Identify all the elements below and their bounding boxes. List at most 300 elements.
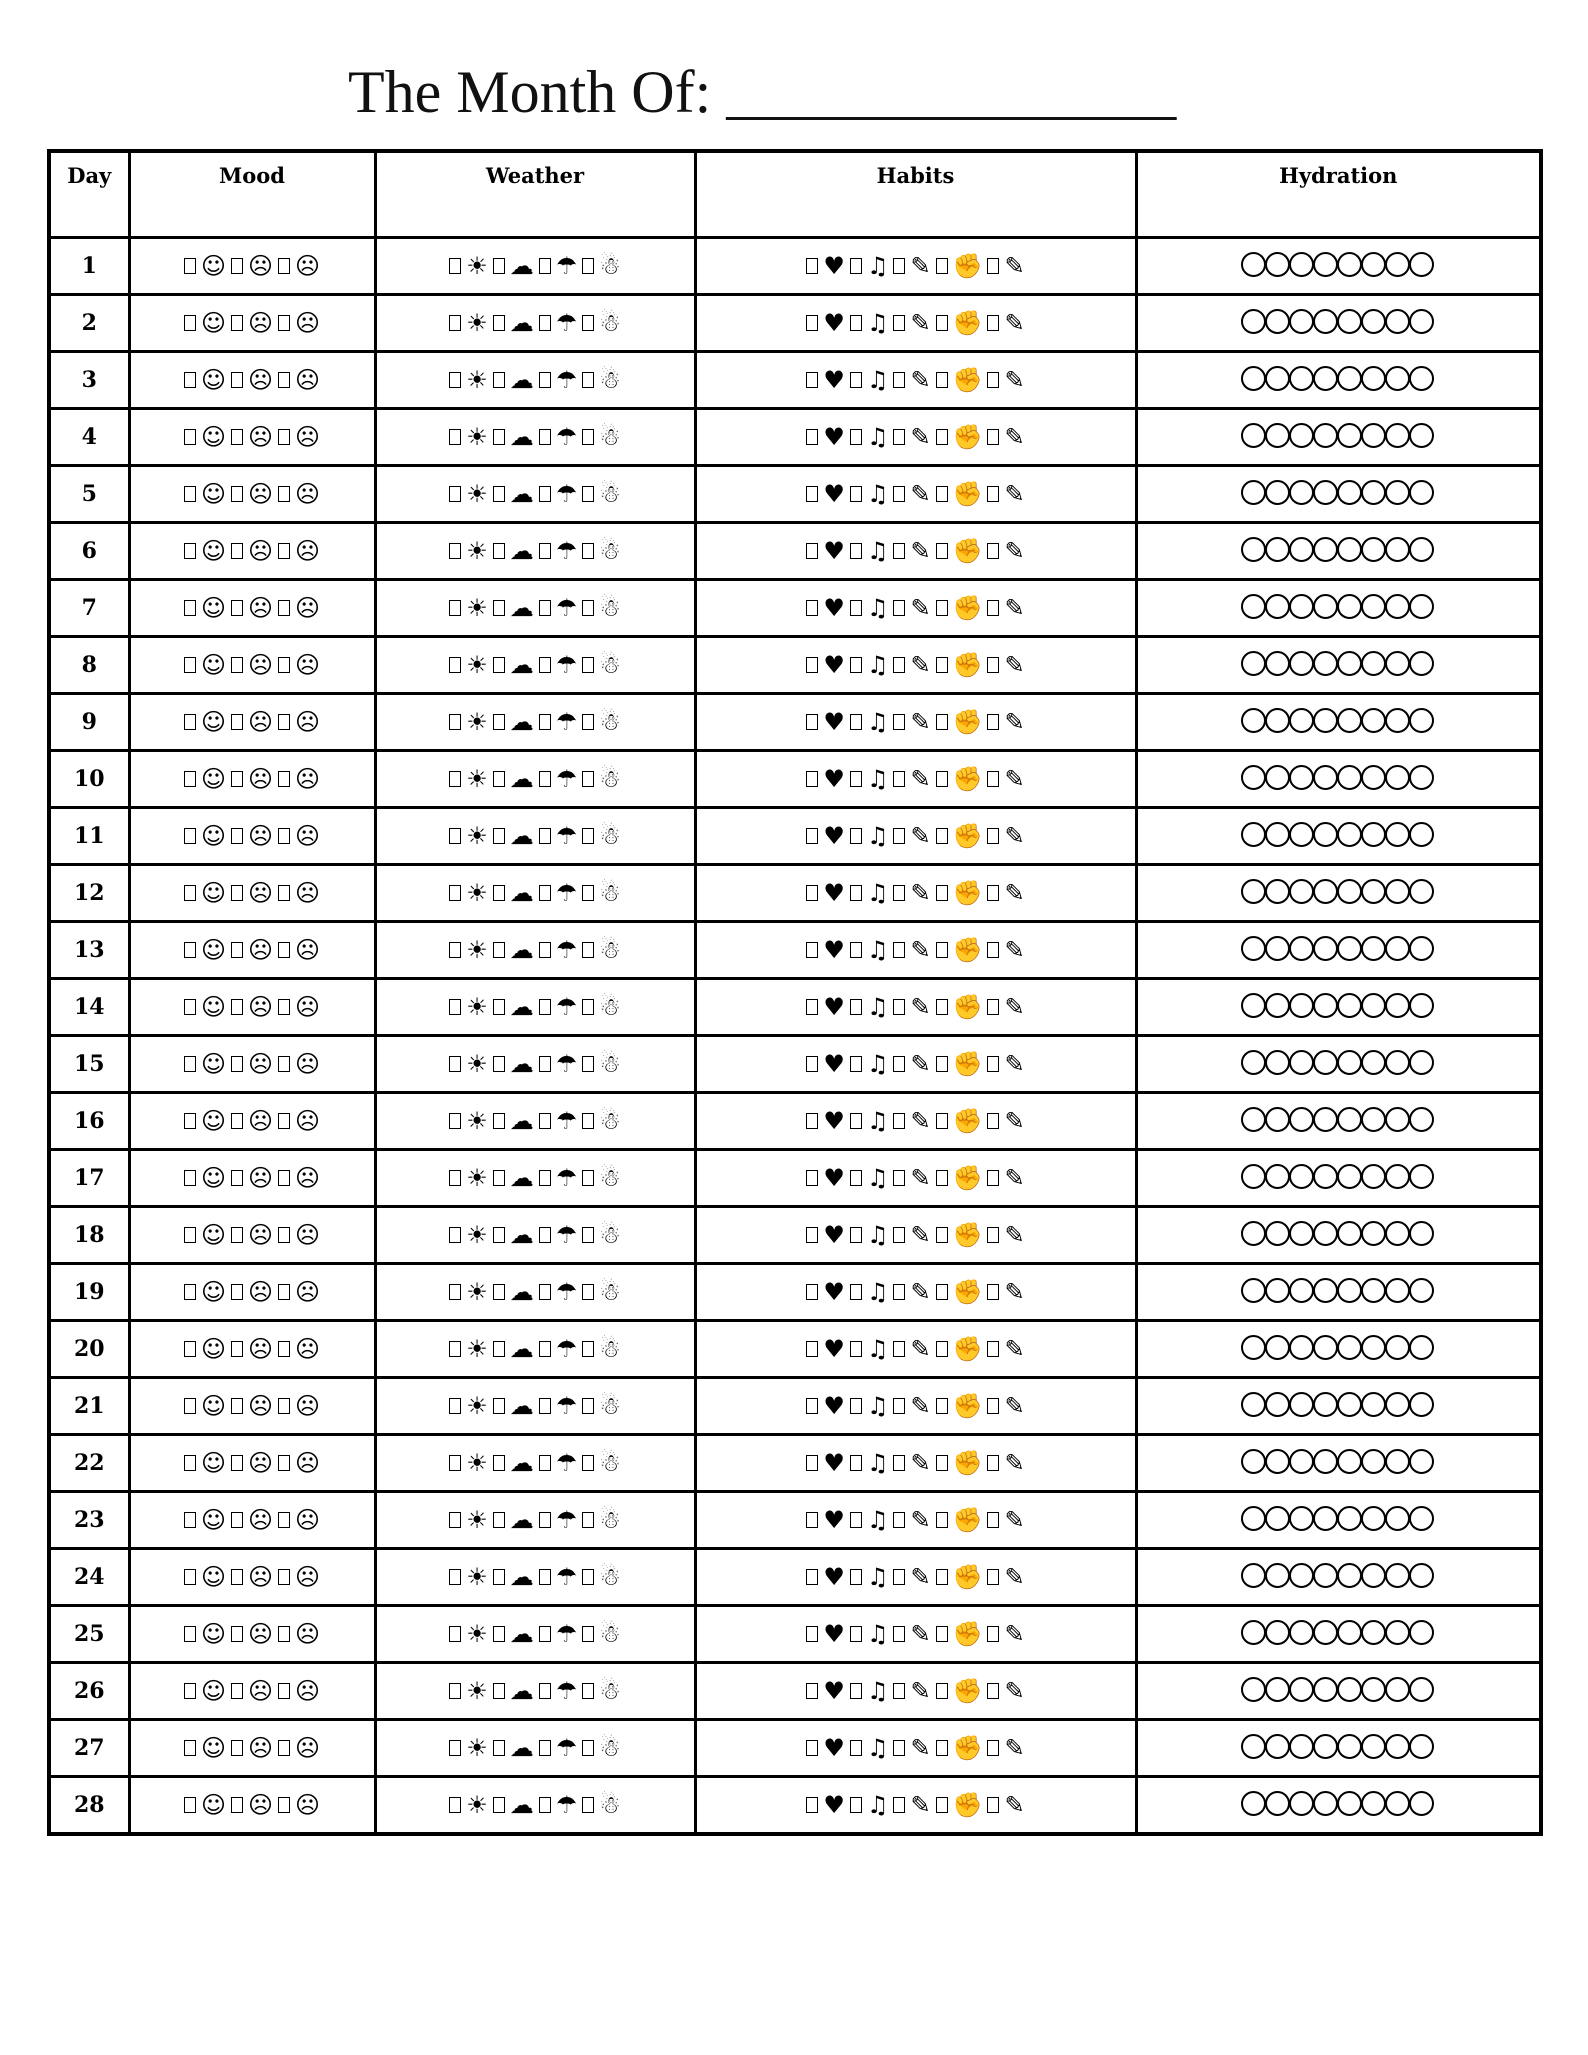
water-glass-circle[interactable] — [1409, 708, 1434, 733]
water-glass-circle[interactable] — [1409, 1107, 1434, 1132]
checkbox[interactable] — [278, 372, 290, 388]
checkbox[interactable] — [987, 258, 999, 274]
water-glass-circle[interactable] — [1385, 1050, 1410, 1075]
water-glass-circle[interactable] — [1385, 594, 1410, 619]
water-glass-circle[interactable] — [1265, 537, 1290, 562]
water-glass-circle[interactable] — [1337, 1392, 1362, 1417]
checkbox[interactable] — [278, 942, 290, 958]
checkbox[interactable] — [582, 1512, 594, 1528]
checkbox[interactable] — [893, 258, 905, 274]
water-glass-circle[interactable] — [1265, 1278, 1290, 1303]
water-glass-circle[interactable] — [1361, 1563, 1386, 1588]
checkbox[interactable] — [184, 1284, 196, 1300]
checkbox[interactable] — [806, 600, 818, 616]
checkbox[interactable] — [493, 1455, 505, 1471]
water-glass-circle[interactable] — [1385, 822, 1410, 847]
checkbox[interactable] — [184, 1626, 196, 1642]
checkbox[interactable] — [231, 771, 243, 787]
checkbox[interactable] — [850, 1170, 862, 1186]
checkbox[interactable] — [850, 1683, 862, 1699]
checkbox[interactable] — [278, 1683, 290, 1699]
checkbox[interactable] — [184, 486, 196, 502]
checkbox[interactable] — [806, 429, 818, 445]
water-glass-circle[interactable] — [1313, 1449, 1338, 1474]
checkbox[interactable] — [449, 714, 461, 730]
water-glass-circle[interactable] — [1361, 993, 1386, 1018]
checkbox[interactable] — [987, 1113, 999, 1129]
checkbox[interactable] — [493, 429, 505, 445]
water-glass-circle[interactable] — [1337, 1107, 1362, 1132]
checkbox[interactable] — [493, 543, 505, 559]
water-glass-circle[interactable] — [1241, 1449, 1266, 1474]
checkbox[interactable] — [539, 1683, 551, 1699]
water-glass-circle[interactable] — [1241, 708, 1266, 733]
water-glass-circle[interactable] — [1289, 1221, 1314, 1246]
water-glass-circle[interactable] — [1409, 309, 1434, 334]
checkbox[interactable] — [539, 714, 551, 730]
checkbox[interactable] — [936, 1569, 948, 1585]
checkbox[interactable] — [449, 1740, 461, 1756]
checkbox[interactable] — [806, 486, 818, 502]
water-glass-circle[interactable] — [1409, 993, 1434, 1018]
checkbox[interactable] — [493, 1740, 505, 1756]
water-glass-circle[interactable] — [1337, 1620, 1362, 1645]
checkbox[interactable] — [806, 1683, 818, 1699]
checkbox[interactable] — [582, 999, 594, 1015]
checkbox[interactable] — [850, 714, 862, 730]
water-glass-circle[interactable] — [1313, 309, 1338, 334]
checkbox[interactable] — [231, 1056, 243, 1072]
water-glass-circle[interactable] — [1361, 765, 1386, 790]
checkbox[interactable] — [493, 885, 505, 901]
water-glass-circle[interactable] — [1361, 1506, 1386, 1531]
water-glass-circle[interactable] — [1337, 1278, 1362, 1303]
water-glass-circle[interactable] — [1361, 1278, 1386, 1303]
checkbox[interactable] — [987, 1341, 999, 1357]
water-glass-circle[interactable] — [1265, 1164, 1290, 1189]
water-glass-circle[interactable] — [1385, 1335, 1410, 1360]
water-glass-circle[interactable] — [1337, 822, 1362, 847]
checkbox[interactable] — [893, 1227, 905, 1243]
checkbox[interactable] — [850, 999, 862, 1015]
checkbox[interactable] — [850, 1398, 862, 1414]
water-glass-circle[interactable] — [1313, 594, 1338, 619]
water-glass-circle[interactable] — [1289, 1620, 1314, 1645]
checkbox[interactable] — [231, 1455, 243, 1471]
water-glass-circle[interactable] — [1265, 366, 1290, 391]
checkbox[interactable] — [539, 1170, 551, 1186]
checkbox[interactable] — [850, 1797, 862, 1813]
checkbox[interactable] — [449, 1569, 461, 1585]
checkbox[interactable] — [231, 429, 243, 445]
water-glass-circle[interactable] — [1385, 1278, 1410, 1303]
water-glass-circle[interactable] — [1241, 537, 1266, 562]
water-glass-circle[interactable] — [1385, 366, 1410, 391]
water-glass-circle[interactable] — [1289, 1392, 1314, 1417]
checkbox[interactable] — [184, 600, 196, 616]
water-glass-circle[interactable] — [1361, 708, 1386, 733]
checkbox[interactable] — [231, 1740, 243, 1756]
checkbox[interactable] — [539, 372, 551, 388]
checkbox[interactable] — [449, 657, 461, 673]
water-glass-circle[interactable] — [1289, 1449, 1314, 1474]
water-glass-circle[interactable] — [1385, 651, 1410, 676]
checkbox[interactable] — [539, 1455, 551, 1471]
checkbox[interactable] — [231, 1341, 243, 1357]
water-glass-circle[interactable] — [1241, 651, 1266, 676]
water-glass-circle[interactable] — [1265, 309, 1290, 334]
water-glass-circle[interactable] — [1313, 1392, 1338, 1417]
checkbox[interactable] — [231, 657, 243, 673]
checkbox[interactable] — [278, 258, 290, 274]
checkbox[interactable] — [539, 315, 551, 331]
checkbox[interactable] — [806, 1455, 818, 1471]
checkbox[interactable] — [582, 1797, 594, 1813]
water-glass-circle[interactable] — [1313, 423, 1338, 448]
water-glass-circle[interactable] — [1337, 708, 1362, 733]
water-glass-circle[interactable] — [1289, 537, 1314, 562]
checkbox[interactable] — [493, 600, 505, 616]
checkbox[interactable] — [278, 600, 290, 616]
checkbox[interactable] — [493, 714, 505, 730]
checkbox[interactable] — [539, 600, 551, 616]
water-glass-circle[interactable] — [1337, 537, 1362, 562]
checkbox[interactable] — [449, 1626, 461, 1642]
water-glass-circle[interactable] — [1241, 1506, 1266, 1531]
water-glass-circle[interactable] — [1289, 708, 1314, 733]
water-glass-circle[interactable] — [1409, 1392, 1434, 1417]
water-glass-circle[interactable] — [1289, 1164, 1314, 1189]
checkbox[interactable] — [893, 1113, 905, 1129]
checkbox[interactable] — [539, 486, 551, 502]
water-glass-circle[interactable] — [1289, 480, 1314, 505]
checkbox[interactable] — [806, 1797, 818, 1813]
checkbox[interactable] — [231, 372, 243, 388]
checkbox[interactable] — [231, 543, 243, 559]
water-glass-circle[interactable] — [1409, 1278, 1434, 1303]
checkbox[interactable] — [278, 1512, 290, 1528]
water-glass-circle[interactable] — [1313, 1050, 1338, 1075]
checkbox[interactable] — [184, 657, 196, 673]
water-glass-circle[interactable] — [1361, 1791, 1386, 1816]
checkbox[interactable] — [850, 543, 862, 559]
water-glass-circle[interactable] — [1241, 1221, 1266, 1246]
checkbox[interactable] — [987, 657, 999, 673]
checkbox[interactable] — [449, 258, 461, 274]
checkbox[interactable] — [936, 600, 948, 616]
checkbox[interactable] — [806, 543, 818, 559]
checkbox[interactable] — [231, 1227, 243, 1243]
checkbox[interactable] — [539, 999, 551, 1015]
water-glass-circle[interactable] — [1409, 765, 1434, 790]
checkbox[interactable] — [493, 1341, 505, 1357]
checkbox[interactable] — [987, 315, 999, 331]
checkbox[interactable] — [893, 1740, 905, 1756]
checkbox[interactable] — [850, 1626, 862, 1642]
water-glass-circle[interactable] — [1289, 1563, 1314, 1588]
checkbox[interactable] — [582, 486, 594, 502]
checkbox[interactable] — [449, 1512, 461, 1528]
checkbox[interactable] — [806, 942, 818, 958]
checkbox[interactable] — [539, 1284, 551, 1300]
water-glass-circle[interactable] — [1265, 651, 1290, 676]
checkbox[interactable] — [449, 1170, 461, 1186]
checkbox[interactable] — [278, 1398, 290, 1414]
checkbox[interactable] — [539, 1341, 551, 1357]
water-glass-circle[interactable] — [1337, 936, 1362, 961]
checkbox[interactable] — [539, 1227, 551, 1243]
water-glass-circle[interactable] — [1337, 1449, 1362, 1474]
water-glass-circle[interactable] — [1289, 936, 1314, 961]
checkbox[interactable] — [936, 1626, 948, 1642]
checkbox[interactable] — [987, 1797, 999, 1813]
checkbox[interactable] — [493, 828, 505, 844]
checkbox[interactable] — [893, 1056, 905, 1072]
checkbox[interactable] — [184, 999, 196, 1015]
water-glass-circle[interactable] — [1313, 366, 1338, 391]
checkbox[interactable] — [806, 1740, 818, 1756]
checkbox[interactable] — [582, 1398, 594, 1414]
water-glass-circle[interactable] — [1289, 1734, 1314, 1759]
water-glass-circle[interactable] — [1265, 480, 1290, 505]
checkbox[interactable] — [539, 1797, 551, 1813]
checkbox[interactable] — [893, 1284, 905, 1300]
checkbox[interactable] — [936, 1512, 948, 1528]
water-glass-circle[interactable] — [1337, 1791, 1362, 1816]
checkbox[interactable] — [806, 828, 818, 844]
checkbox[interactable] — [493, 1569, 505, 1585]
water-glass-circle[interactable] — [1265, 1620, 1290, 1645]
checkbox[interactable] — [493, 1683, 505, 1699]
checkbox[interactable] — [493, 657, 505, 673]
water-glass-circle[interactable] — [1289, 1050, 1314, 1075]
water-glass-circle[interactable] — [1241, 993, 1266, 1018]
checkbox[interactable] — [582, 1056, 594, 1072]
checkbox[interactable] — [231, 1797, 243, 1813]
water-glass-circle[interactable] — [1385, 936, 1410, 961]
checkbox[interactable] — [806, 258, 818, 274]
checkbox[interactable] — [806, 372, 818, 388]
water-glass-circle[interactable] — [1385, 1734, 1410, 1759]
water-glass-circle[interactable] — [1241, 1620, 1266, 1645]
water-glass-circle[interactable] — [1289, 1677, 1314, 1702]
checkbox[interactable] — [936, 315, 948, 331]
checkbox[interactable] — [231, 1569, 243, 1585]
checkbox[interactable] — [231, 1683, 243, 1699]
checkbox[interactable] — [184, 885, 196, 901]
water-glass-circle[interactable] — [1289, 423, 1314, 448]
checkbox[interactable] — [850, 1056, 862, 1072]
checkbox[interactable] — [987, 1056, 999, 1072]
checkbox[interactable] — [936, 1113, 948, 1129]
water-glass-circle[interactable] — [1241, 1734, 1266, 1759]
checkbox[interactable] — [850, 1227, 862, 1243]
water-glass-circle[interactable] — [1241, 309, 1266, 334]
checkbox[interactable] — [493, 942, 505, 958]
water-glass-circle[interactable] — [1361, 1620, 1386, 1645]
checkbox[interactable] — [231, 1398, 243, 1414]
checkbox[interactable] — [493, 372, 505, 388]
water-glass-circle[interactable] — [1409, 1506, 1434, 1531]
water-glass-circle[interactable] — [1289, 252, 1314, 277]
water-glass-circle[interactable] — [1385, 993, 1410, 1018]
checkbox[interactable] — [936, 1797, 948, 1813]
checkbox[interactable] — [231, 486, 243, 502]
checkbox[interactable] — [493, 1398, 505, 1414]
water-glass-circle[interactable] — [1337, 1164, 1362, 1189]
water-glass-circle[interactable] — [1385, 252, 1410, 277]
checkbox[interactable] — [893, 1569, 905, 1585]
checkbox[interactable] — [231, 942, 243, 958]
water-glass-circle[interactable] — [1409, 1164, 1434, 1189]
checkbox[interactable] — [987, 1170, 999, 1186]
water-glass-circle[interactable] — [1289, 309, 1314, 334]
checkbox[interactable] — [539, 771, 551, 787]
water-glass-circle[interactable] — [1241, 1392, 1266, 1417]
water-glass-circle[interactable] — [1361, 537, 1386, 562]
water-glass-circle[interactable] — [1241, 936, 1266, 961]
checkbox[interactable] — [987, 885, 999, 901]
water-glass-circle[interactable] — [1337, 879, 1362, 904]
water-glass-circle[interactable] — [1289, 822, 1314, 847]
checkbox[interactable] — [231, 1113, 243, 1129]
water-glass-circle[interactable] — [1241, 366, 1266, 391]
water-glass-circle[interactable] — [1265, 822, 1290, 847]
water-glass-circle[interactable] — [1313, 1677, 1338, 1702]
checkbox[interactable] — [987, 714, 999, 730]
water-glass-circle[interactable] — [1361, 1050, 1386, 1075]
water-glass-circle[interactable] — [1241, 1677, 1266, 1702]
checkbox[interactable] — [184, 1740, 196, 1756]
checkbox[interactable] — [850, 1341, 862, 1357]
water-glass-circle[interactable] — [1409, 1563, 1434, 1588]
water-glass-circle[interactable] — [1289, 651, 1314, 676]
water-glass-circle[interactable] — [1313, 252, 1338, 277]
checkbox[interactable] — [850, 486, 862, 502]
water-glass-circle[interactable] — [1361, 1677, 1386, 1702]
checkbox[interactable] — [539, 1398, 551, 1414]
checkbox[interactable] — [582, 1569, 594, 1585]
checkbox[interactable] — [893, 543, 905, 559]
checkbox[interactable] — [449, 885, 461, 901]
water-glass-circle[interactable] — [1361, 252, 1386, 277]
water-glass-circle[interactable] — [1337, 765, 1362, 790]
water-glass-circle[interactable] — [1337, 1563, 1362, 1588]
water-glass-circle[interactable] — [1385, 1506, 1410, 1531]
water-glass-circle[interactable] — [1409, 594, 1434, 619]
checkbox[interactable] — [987, 1740, 999, 1756]
checkbox[interactable] — [893, 1341, 905, 1357]
checkbox[interactable] — [184, 1569, 196, 1585]
checkbox[interactable] — [184, 1455, 196, 1471]
checkbox[interactable] — [539, 1056, 551, 1072]
checkbox[interactable] — [936, 657, 948, 673]
checkbox[interactable] — [449, 315, 461, 331]
water-glass-circle[interactable] — [1337, 309, 1362, 334]
checkbox[interactable] — [278, 828, 290, 844]
water-glass-circle[interactable] — [1289, 366, 1314, 391]
checkbox[interactable] — [936, 543, 948, 559]
water-glass-circle[interactable] — [1361, 1392, 1386, 1417]
checkbox[interactable] — [539, 429, 551, 445]
checkbox[interactable] — [987, 1455, 999, 1471]
checkbox[interactable] — [493, 1056, 505, 1072]
checkbox[interactable] — [893, 429, 905, 445]
checkbox[interactable] — [184, 1398, 196, 1414]
checkbox[interactable] — [850, 771, 862, 787]
water-glass-circle[interactable] — [1313, 651, 1338, 676]
water-glass-circle[interactable] — [1265, 1392, 1290, 1417]
checkbox[interactable] — [278, 1740, 290, 1756]
checkbox[interactable] — [449, 372, 461, 388]
checkbox[interactable] — [449, 1284, 461, 1300]
checkbox[interactable] — [987, 600, 999, 616]
checkbox[interactable] — [231, 714, 243, 730]
water-glass-circle[interactable] — [1313, 936, 1338, 961]
checkbox[interactable] — [278, 1113, 290, 1129]
checkbox[interactable] — [278, 1569, 290, 1585]
checkbox[interactable] — [231, 828, 243, 844]
water-glass-circle[interactable] — [1313, 765, 1338, 790]
water-glass-circle[interactable] — [1361, 651, 1386, 676]
water-glass-circle[interactable] — [1241, 879, 1266, 904]
checkbox[interactable] — [184, 1227, 196, 1243]
water-glass-circle[interactable] — [1241, 1050, 1266, 1075]
checkbox[interactable] — [184, 828, 196, 844]
checkbox[interactable] — [893, 885, 905, 901]
water-glass-circle[interactable] — [1409, 480, 1434, 505]
checkbox[interactable] — [582, 543, 594, 559]
checkbox[interactable] — [850, 1512, 862, 1528]
water-glass-circle[interactable] — [1337, 1221, 1362, 1246]
checkbox[interactable] — [184, 1113, 196, 1129]
checkbox[interactable] — [184, 543, 196, 559]
checkbox[interactable] — [936, 1227, 948, 1243]
checkbox[interactable] — [987, 1512, 999, 1528]
checkbox[interactable] — [850, 258, 862, 274]
water-glass-circle[interactable] — [1265, 1734, 1290, 1759]
water-glass-circle[interactable] — [1361, 480, 1386, 505]
checkbox[interactable] — [231, 1626, 243, 1642]
water-glass-circle[interactable] — [1361, 1734, 1386, 1759]
checkbox[interactable] — [936, 771, 948, 787]
checkbox[interactable] — [850, 372, 862, 388]
water-glass-circle[interactable] — [1265, 423, 1290, 448]
checkbox[interactable] — [987, 771, 999, 787]
checkbox[interactable] — [893, 1170, 905, 1186]
checkbox[interactable] — [449, 828, 461, 844]
checkbox[interactable] — [231, 258, 243, 274]
water-glass-circle[interactable] — [1289, 765, 1314, 790]
checkbox[interactable] — [231, 1170, 243, 1186]
checkbox[interactable] — [893, 714, 905, 730]
checkbox[interactable] — [582, 657, 594, 673]
water-glass-circle[interactable] — [1265, 1107, 1290, 1132]
checkbox[interactable] — [806, 1227, 818, 1243]
checkbox[interactable] — [806, 1341, 818, 1357]
water-glass-circle[interactable] — [1385, 537, 1410, 562]
water-glass-circle[interactable] — [1385, 1563, 1410, 1588]
checkbox[interactable] — [893, 372, 905, 388]
checkbox[interactable] — [231, 999, 243, 1015]
checkbox[interactable] — [184, 771, 196, 787]
checkbox[interactable] — [449, 1797, 461, 1813]
water-glass-circle[interactable] — [1409, 936, 1434, 961]
checkbox[interactable] — [850, 1113, 862, 1129]
checkbox[interactable] — [893, 999, 905, 1015]
water-glass-circle[interactable] — [1409, 423, 1434, 448]
checkbox[interactable] — [449, 999, 461, 1015]
